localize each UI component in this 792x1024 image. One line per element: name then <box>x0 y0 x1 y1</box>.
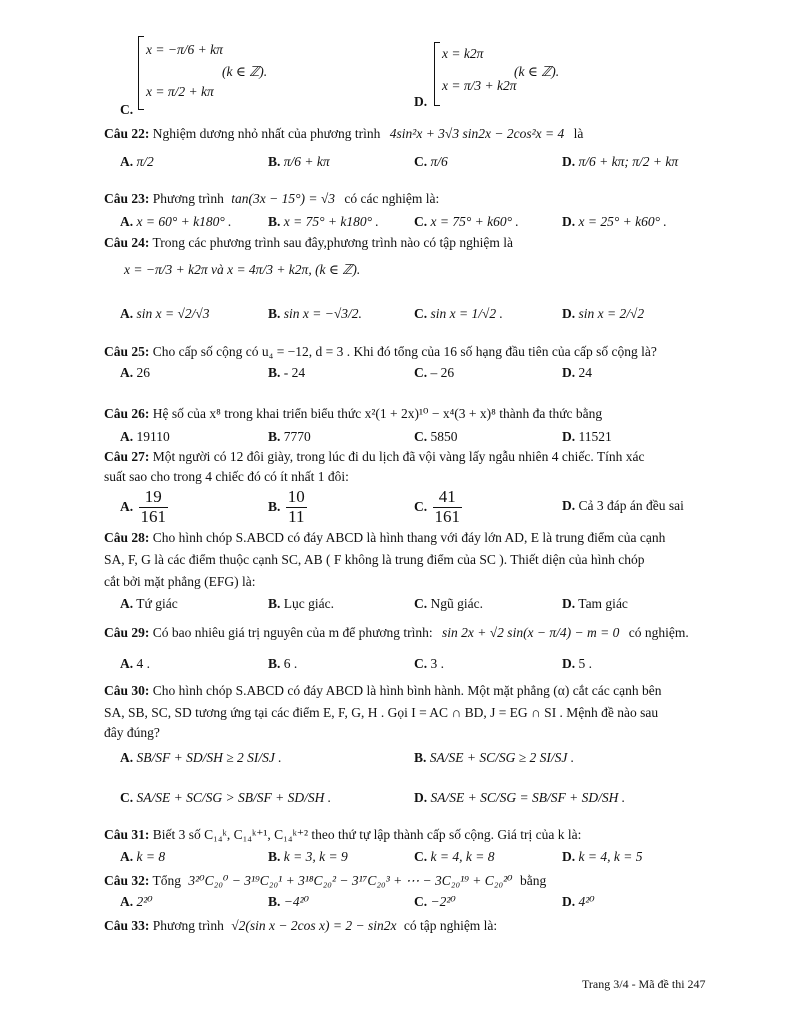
q24-solution-set: x = −π/3 + k2π và x = 4π/3 + k2π, (k ∈ ℤ). <box>124 262 361 277</box>
question-number: Câu 23: <box>104 191 150 206</box>
equation: sin 2x + √2 sin(x − π/4) − m = 0 <box>442 625 620 640</box>
question-tail: có nghiệm. <box>628 625 689 640</box>
q21-c-cond: (k ∈ ℤ). <box>222 64 268 79</box>
q27-option-d[interactable]: D. Cả 3 đáp án đều sai <box>562 498 684 513</box>
q30-option-d[interactable]: D. SA/SE + SC/SG = SB/SF + SD/SH . <box>414 790 626 805</box>
q32-option-c[interactable]: C. −2²⁰ <box>414 894 456 909</box>
page-footer: Trang 3/4 - Mã đề thi 247 <box>582 977 706 991</box>
q24-option-c[interactable]: C. sin x = 1/√2 . <box>414 306 503 321</box>
question-tail: có tập nghiệm là: <box>403 918 498 933</box>
q24-option-b[interactable]: B. sin x = −√3/2. <box>268 306 362 321</box>
question-text: Cho hình chóp S.ABCD có đáy ABCD là hình bình hành. Một mặt phẳng (α) cắt các cạnh bên <box>152 683 662 698</box>
question-number: Câu 32: <box>104 873 150 888</box>
q22-option-b[interactable]: B. π/6 + kπ <box>268 154 330 169</box>
q31-option-a[interactable]: A. k = 8 <box>120 849 166 864</box>
question-29 <box>104 625 689 641</box>
question-27-line2: suất sao cho trong 4 chiếc đó có ít nhất 1 đôi: <box>104 469 349 484</box>
question-30-line2: SA, SB, SC, SD tương ứng tại các điểm E, F, G, H . Gọi I = AC ∩ BD, J = EG ∩ SI . Mệnh đề nào sau <box>104 705 659 720</box>
question-text: Biết 3 số C₁₄ᵏ, C₁₄ᵏ⁺¹, C₁₄ᵏ⁺² theo thứ tự lập thành cấp số cộng. Giá trị của k là: <box>152 827 582 842</box>
question-tail: có các nghiệm là: <box>344 191 440 206</box>
question-27 <box>104 449 645 465</box>
q30-option-b[interactable]: B. SA/SE + SC/SG ≥ 2 SI/SJ . <box>414 750 575 765</box>
q21-d-line1: x = k2π <box>442 46 484 61</box>
q23-option-d[interactable]: D. x = 25° + k60° . <box>562 214 667 229</box>
question-text: Hệ số của x⁸ trong khai triển biểu thức x²(1 + 2x)¹⁰ − x⁴(3 + x)⁸ thành đa thức bằng <box>152 406 603 421</box>
question-text: Một người có 12 đôi giày, trong lúc đi du lịch đã vội vàng lấy ngẫu nhiên 4 chiếc. Tính xác <box>152 449 645 464</box>
question-number: Câu 31: <box>104 827 150 842</box>
equation: √2(sin x − 2cos x) = 2 − sin2x <box>231 918 397 933</box>
question-tail: bằng <box>519 873 547 888</box>
question-23 <box>104 191 439 207</box>
question-32 <box>104 873 546 889</box>
question-28-line3: cắt bởi mặt phẳng (EFG) là: <box>104 574 256 589</box>
question-number: Câu 33: <box>104 918 150 933</box>
question-number: Câu 24: <box>104 235 150 250</box>
q25-option-d[interactable]: D. 24 <box>562 365 592 380</box>
q31-option-c[interactable]: C. k = 4, k = 8 <box>414 849 495 864</box>
q22-option-d[interactable]: D. π/6 + kπ; π/2 + kπ <box>562 154 679 169</box>
fraction: $\frac{41}{161}$ <box>434 487 460 526</box>
question-number: Câu 29: <box>104 625 150 640</box>
q25-option-a[interactable]: A. 26 <box>120 365 150 380</box>
question-31 <box>104 827 581 843</box>
equation: 3²⁰C₂₀⁰ − 3¹⁹C₂₀¹ + 3¹⁸C₂₀² − 3¹⁷C₂₀³ + ⋯ − 3C₂₀¹⁹ + C₂₀²⁰ <box>188 873 513 888</box>
question-number: Câu 27: <box>104 449 150 464</box>
q24-option-a[interactable]: A. sin x = √2/√3 <box>120 306 210 321</box>
question-text: Tổng <box>152 873 182 888</box>
q22-option-a[interactable]: A. π/2 <box>120 154 154 169</box>
q28-option-a[interactable]: A. Tứ giác <box>120 596 178 611</box>
question-text: Nghiệm dương nhỏ nhất của phương trình <box>152 126 381 141</box>
question-text: Cho hình chóp S.ABCD có đáy ABCD là hình thang với đáy lớn AD, E là trung điểm của cạnh <box>152 530 666 545</box>
question-30 <box>104 683 662 699</box>
q25-option-b[interactable]: B. - 24 <box>268 365 306 380</box>
q23-option-a[interactable]: A. x = 60° + k180° . <box>120 214 232 229</box>
q30-option-c[interactable]: C. SA/SE + SC/SG > SB/SF + SD/SH . <box>120 790 332 805</box>
question-28 <box>104 530 665 546</box>
q29-option-c[interactable]: C. 3 . <box>414 656 444 671</box>
q28-option-b[interactable]: B. Lục giác. <box>268 596 334 611</box>
q32-option-d[interactable]: D. 4²⁰ <box>562 894 595 909</box>
equation: 4sin²x + 3√3 sin2x − 2cos²x = 4 <box>389 126 565 141</box>
q27-option-a[interactable]: A. $\frac{19}{161}$ <box>120 487 166 526</box>
question-text: Phương trình <box>152 191 224 206</box>
q27-option-b[interactable]: B. $\frac{10}{11}$ <box>268 487 305 526</box>
question-number: Câu 25: <box>104 344 150 359</box>
system-brace <box>434 42 440 106</box>
q21-c-line1: x = −π/6 + kπ <box>146 42 223 57</box>
system-brace <box>138 36 144 110</box>
q28-option-d[interactable]: D. Tam giác <box>562 596 628 611</box>
question-text: Trong các phương trình sau đây,phương trình nào có tập nghiệm là <box>152 235 514 250</box>
q29-option-d[interactable]: D. 5 . <box>562 656 592 671</box>
q26-option-b[interactable]: B. 7770 <box>268 429 311 444</box>
q23-option-b[interactable]: B. x = 75° + k180° . <box>268 214 379 229</box>
q26-option-c[interactable]: C. 5850 <box>414 429 458 444</box>
q32-option-a[interactable]: A. 2²⁰ <box>120 894 153 909</box>
q21-c-label: C. <box>120 102 134 117</box>
q25-option-c[interactable]: C. – 26 <box>414 365 455 380</box>
q21-d-cond: (k ∈ ℤ). <box>514 64 560 79</box>
question-number: Câu 28: <box>104 530 150 545</box>
question-26 <box>104 406 602 422</box>
question-24 <box>104 235 513 251</box>
q29-option-b[interactable]: B. 6 . <box>268 656 298 671</box>
q31-option-d[interactable]: D. k = 4, k = 5 <box>562 849 643 864</box>
q30-option-a[interactable]: A. SB/SF + SD/SH ≥ 2 SI/SJ . <box>120 750 282 765</box>
equation: tan(3x − 15°) = √3 <box>231 191 335 206</box>
question-tail: là <box>573 126 584 141</box>
fraction: $\frac{19}{161}$ <box>140 487 166 526</box>
fraction: $\frac{10}{11}$ <box>287 487 305 526</box>
q29-option-a[interactable]: A. 4 . <box>120 656 150 671</box>
q31-option-b[interactable]: B. k = 3, k = 9 <box>268 849 348 864</box>
question-30-line3: đây đúng? <box>104 725 160 740</box>
q26-option-a[interactable]: A. 19110 <box>120 429 170 444</box>
q22-option-c[interactable]: C. π/6 <box>414 154 448 169</box>
question-33 <box>104 918 497 934</box>
q21-c-line2: x = π/2 + kπ <box>146 84 214 99</box>
q26-option-d[interactable]: D. 11521 <box>562 429 612 444</box>
q27-option-c[interactable]: C. $\frac{41}{161}$ <box>414 487 460 526</box>
question-number: Câu 26: <box>104 406 150 421</box>
q32-option-b[interactable]: B. −4²⁰ <box>268 894 310 909</box>
q21-d-label: D. <box>414 94 428 109</box>
q21-d-line2: x = π/3 + k2π <box>442 78 517 93</box>
question-text: Có bao nhiêu giá trị nguyên của m để phương trình: <box>152 625 433 640</box>
question-25 <box>104 344 657 360</box>
q28-option-c[interactable]: C. Ngũ giác. <box>414 596 483 611</box>
q23-option-c[interactable]: C. x = 75° + k60° . <box>414 214 519 229</box>
question-number: Câu 30: <box>104 683 150 698</box>
question-number: Câu 22: <box>104 126 150 141</box>
question-28-line2: SA, F, G là các điểm thuộc cạnh SC, AB ( F không là trung điểm của SC ). Thiết diện của hình chóp <box>104 552 645 567</box>
question-22 <box>104 126 583 142</box>
question-text: Cho cấp số cộng có u₄ = −12, d = 3 . Khi đó tổng của 16 số hạng đầu tiên của cấp số cộng là? <box>152 344 657 359</box>
q24-option-d[interactable]: D. sin x = 2/√2 <box>562 306 645 321</box>
question-text: Phương trình <box>152 918 224 933</box>
